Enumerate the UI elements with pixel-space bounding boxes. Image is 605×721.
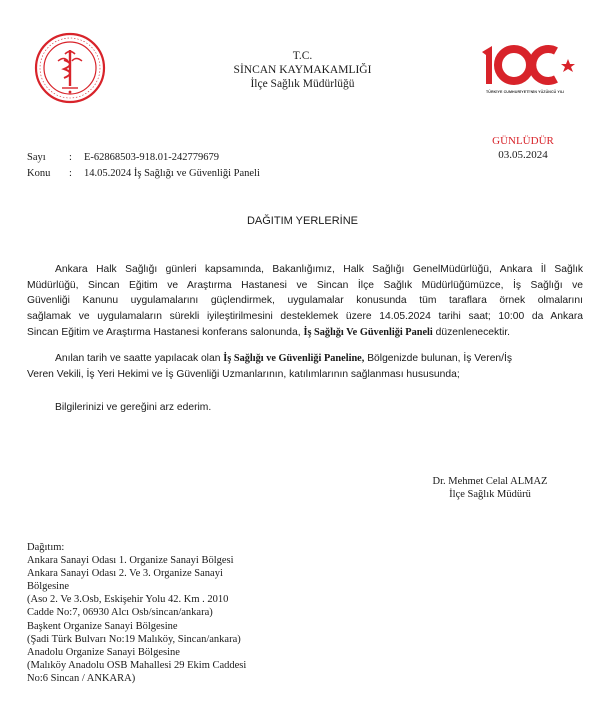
signature-block bbox=[400, 475, 580, 501]
panel-invite-bold: İş Sağlığı ve Güvenliği Paneline, bbox=[223, 353, 365, 364]
paragraph-2-prefix: Anılan tarih ve saatte yapılacak olan bbox=[55, 353, 224, 364]
body-paragraph-1 bbox=[27, 262, 583, 341]
header-tc: T.C. bbox=[292, 50, 313, 62]
distribution-title: DAĞITIM YERLERİNE bbox=[246, 215, 359, 227]
paragraph-2-line-2: Veren Vekili, İş Yeri Hekimi ve İş Güvenliği Uzmanlarının, katılımlarının sağlanması hususunda; bbox=[27, 368, 460, 380]
distribution-line: No:6 Sincan / ANKARA) bbox=[27, 672, 136, 684]
urgency-label: GÜNLÜDÜR bbox=[492, 135, 554, 147]
paragraph-1-line: Ankara Halk Sağlığı günleri kapsamında, Bakanlığımız, Halk Sağlığı GenelMüdürlüğü, Ankara İl Sağlık bbox=[55, 264, 583, 275]
paragraph-1-line: Müdürlüğü, Sincan Eğitim ve Araştırma Hastanesi ve Sincan İlçe Sağlık Müdürlüğümüzce, İş Sağlığı ve bbox=[27, 279, 583, 291]
paragraph-1-last-line bbox=[27, 325, 583, 341]
header-district: SİNCAN KAYMAKAMLIĞI bbox=[233, 64, 372, 76]
subject-label: Konu bbox=[27, 168, 51, 179]
paragraph-2-suffix: Bölgenizde bulunan, İş Veren/İş bbox=[364, 353, 513, 364]
number-label: Sayı bbox=[27, 152, 46, 163]
paragraph-1-last-suffix: düzenlenecektir. bbox=[432, 326, 511, 338]
distribution-line: Anadolu Organize Sanayi Bölgesine bbox=[27, 646, 180, 658]
letter-header bbox=[0, 49, 605, 91]
signatory-name: Dr. Mehmet Celal ALMAZ bbox=[432, 476, 548, 487]
number-value: E-62868503-918.01-242779679 bbox=[84, 152, 220, 163]
paragraph-2-line-1 bbox=[27, 351, 583, 367]
header-directorate: İlçe Sağlık Müdürlüğü bbox=[250, 78, 355, 90]
distribution-line: Bölgesine bbox=[27, 581, 69, 593]
closing-sentence: Bilgilerinizi ve gereğini arz ederim. bbox=[55, 402, 212, 413]
distribution-line: (Malıköy Anadolu OSB Mahallesi 29 Ekim Caddesi bbox=[27, 659, 247, 671]
paragraph-1-line: sağlamak ve uygulamaların sürekli iyileştirilmesini desteklemek üzere 14.05.2024 tarihi saat; 10:00 da Ankara bbox=[27, 311, 583, 323]
distribution-list bbox=[27, 541, 307, 685]
body-paragraph-2 bbox=[27, 351, 583, 382]
distribution-line: (Şadi Türk Bulvarı No:19 Malıköy, Sincan/ankara) bbox=[27, 633, 241, 645]
number-colon: : bbox=[69, 152, 72, 163]
signatory-title: İlçe Sağlık Müdürü bbox=[449, 489, 531, 500]
distribution-line: (Aso 2. Ve 3.Osb, Eskişehir Yolu 42. Km . 2010 bbox=[27, 594, 229, 606]
meta-subject-row bbox=[27, 166, 327, 182]
distribution-line: Ankara Sanayi Odası 2. Ve 3. Organize Sanayi bbox=[27, 568, 223, 580]
document-date: 03.05.2024 bbox=[498, 149, 548, 161]
distribution-line: Ankara Sanayi Odası 1. Organize Sanayi Bölgesi bbox=[27, 555, 234, 567]
centennial-caption: TÜRKİYE CUMHURİYETİ'NİN YÜZÜNCÜ YILI bbox=[486, 90, 565, 94]
meta-number-row bbox=[27, 150, 327, 166]
subject-value: 14.05.2024 İş Sağlığı ve Güvenliği Paneli bbox=[84, 168, 260, 179]
distribution-line: Cadde No:7, 06930 Alcı Osb/sincan/ankara) bbox=[27, 607, 213, 619]
subject-colon: : bbox=[69, 168, 72, 179]
document-meta bbox=[27, 150, 327, 182]
paragraph-1-line: Güvenliği Kanunu uygulamalarını güçlendirmek, uygulamalar konusunda tüm taraflara örnek olmalarını bbox=[27, 295, 583, 307]
distribution-label: Dağıtım: bbox=[27, 542, 65, 553]
distribution-line: Başkent Organize Sanayi Bölgesine bbox=[27, 620, 178, 632]
paragraph-1-last-prefix: Sincan Eğitim ve Araştırma Hastanesi konferans salonunda, bbox=[27, 326, 304, 338]
panel-name-bold: İş Sağlığı Ve Güvenliği Paneli bbox=[303, 326, 433, 338]
